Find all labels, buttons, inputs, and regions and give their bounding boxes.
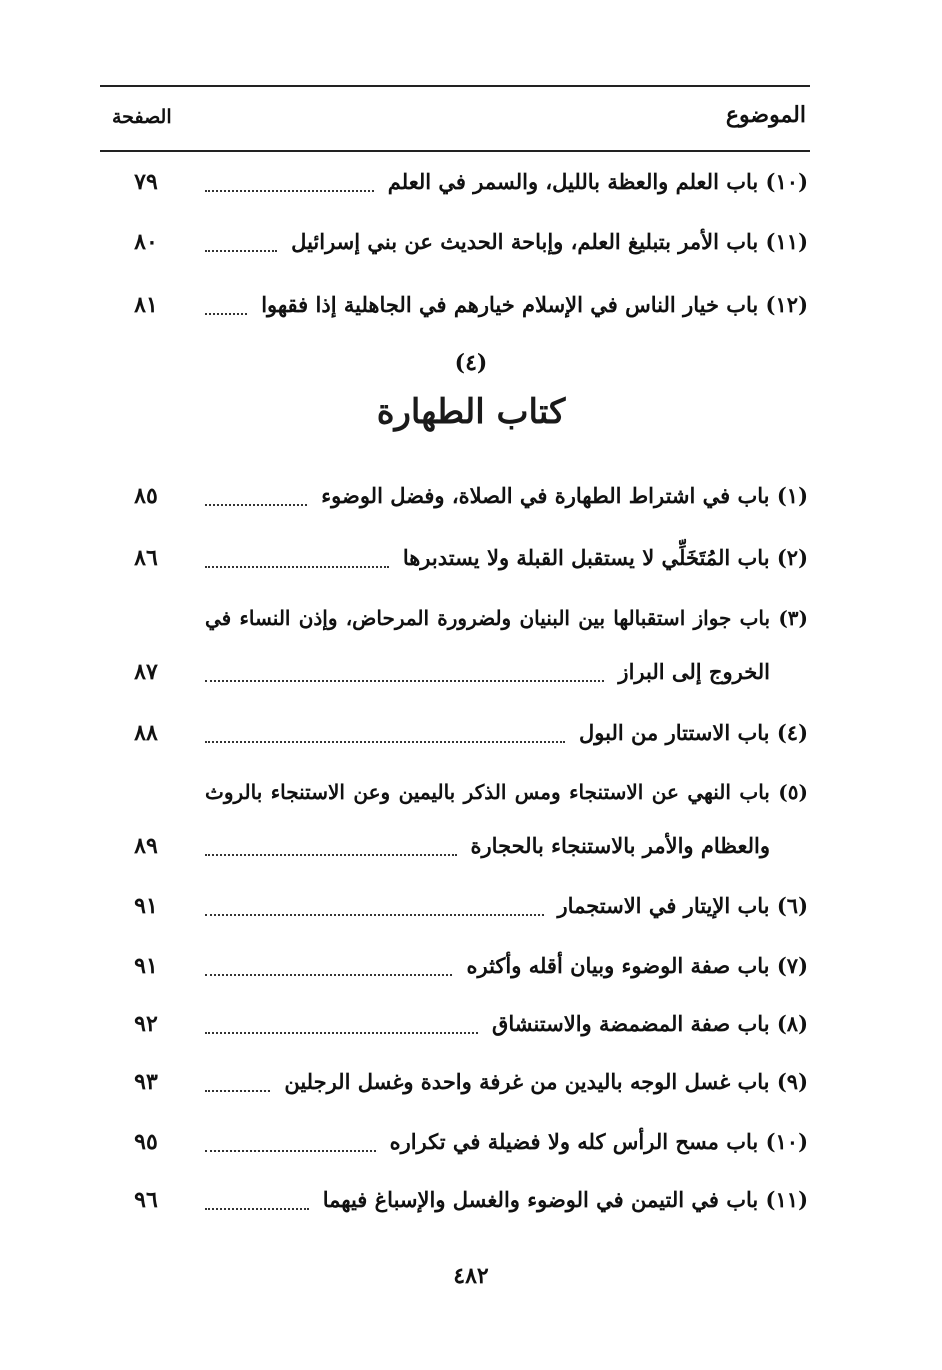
toc-entry [205,652,808,692]
toc-entry [205,162,808,202]
toc-entry-title: والعظام والأمر بالاستنجاء بالحجارة [470,833,770,858]
toc-entry [205,826,808,866]
dot-leader [205,680,604,682]
toc-entry [205,1180,808,1220]
toc-entry-title: الخروج إلى البراز [618,659,770,684]
toc-entry-title: (١٠) باب العلم والعظة بالليل، والسمر في العلم [387,169,808,194]
header-rule [100,150,810,152]
toc-entry-title: (١١) باب الأمر بتبليغ العلم، وإباحة الحديث عن بني إسرائيل [291,229,808,254]
toc-entry [205,1062,808,1102]
toc-entry [205,538,808,578]
dot-leader [205,190,374,192]
toc-entry-title: (١٢) باب خيار الناس في الإسلام خيارهم في الجاهلية إذا فقهوا [261,292,808,317]
toc-entry-page: ٨٨ [134,720,158,746]
dot-leader [205,313,247,315]
toc-entry-page: ٨٧ [134,659,158,685]
toc-entry-title: (٢) باب المُتَخَلِّي لا يستقبل القبلة ولا يستدبرها [402,545,808,570]
toc-entry [205,222,808,262]
toc-entry-page: ٨١ [134,292,158,318]
book-title: كتاب الطهارة [376,392,566,432]
dot-leader [205,914,544,916]
toc-entry-title: (٦) باب الإيتار في الاستجمار [557,893,808,918]
toc-entry [205,1004,808,1044]
toc-entry-title: (١١) باب في التيمن في الوضوء والغسل والإسباغ فيهما [322,1187,808,1212]
dot-leader [205,854,457,856]
toc-entry-page: ٨٠ [134,229,158,255]
toc-entry-page: ٨٦ [134,545,158,571]
dot-leader [205,741,565,743]
toc-entry [205,946,808,986]
toc-entry-page: ٩٢ [134,1011,158,1037]
toc-entry-page: ٨٥ [134,483,158,509]
toc-entry-page: ٧٩ [134,169,158,195]
toc-entry [205,1122,808,1162]
toc-entry-title: (١٠) باب مسح الرأس كله ولا فضيلة في تكراره [389,1129,808,1154]
toc-entry [205,476,808,516]
page-number: ٤٨٢ [453,1263,489,1289]
toc-entry-first-line: (٥) باب النهي عن الاستنجاء ومس الذكر باليمين وعن الاستنجاء بالروث [205,780,808,804]
toc-entry-page: ٩١ [134,893,158,919]
toc-entry-title: (١) باب في اشتراط الطهارة في الصلاة، وفضل الوضوء [321,483,808,508]
dot-leader [205,1032,478,1034]
toc-entry-title: (٤) باب الاستتار من البول [579,720,808,745]
toc-entry-first-line: (٣) باب جواز استقبالها بين البنيان ولضرورة المرحاض، وإذن النساء في [205,606,808,630]
toc-entry [205,713,808,753]
header-page-label: الصفحة [112,106,172,128]
book-number: (٤) [454,350,488,376]
dot-leader [205,1150,376,1152]
toc-entry-page: ٩٣ [134,1069,158,1095]
toc-entry-title: (٧) باب صفة الوضوء وبيان أقله وأكثره [466,953,808,978]
toc-entry-page: ٩٥ [134,1129,158,1155]
toc-entry-title: (٨) باب صفة المضمضة والاستنشاق [492,1011,808,1036]
header-topic-label: الموضوع [725,102,806,128]
dot-leader [205,1090,270,1092]
toc-entry [205,285,808,325]
toc-entry-page: ٨٩ [134,833,158,859]
dot-leader [205,1208,309,1210]
top-rule [100,85,810,87]
toc-entry-page: ٩٦ [134,1187,158,1213]
dot-leader [205,250,277,252]
dot-leader [205,974,452,976]
toc-entry-page: ٩١ [134,953,158,979]
dot-leader [205,504,307,506]
dot-leader [205,566,389,568]
toc-entry-title: (٩) باب غسل الوجه باليدين من غرفة واحدة وغسل الرجلين [284,1069,808,1094]
toc-entry [205,886,808,926]
